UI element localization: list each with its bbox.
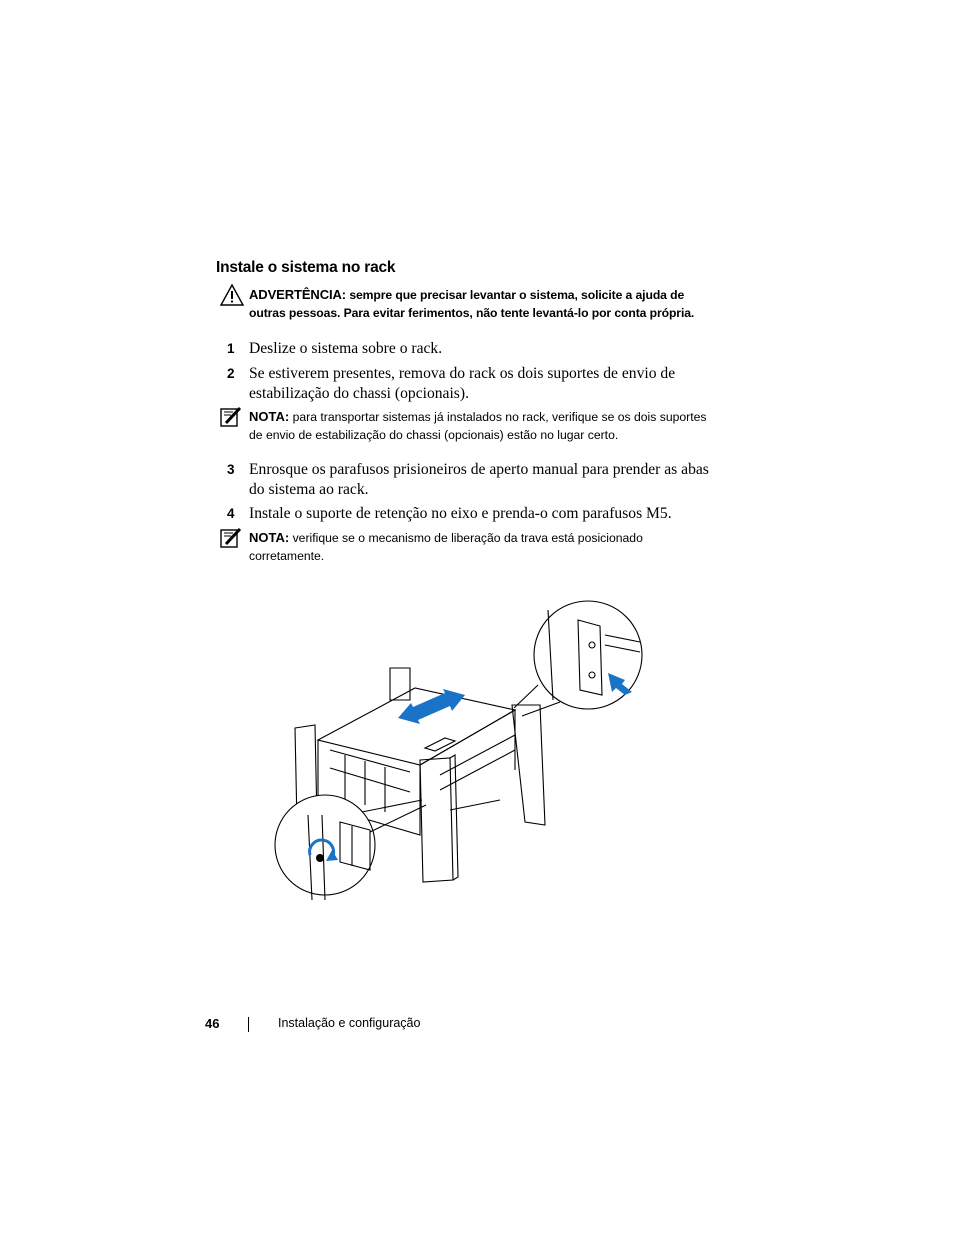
warning-message	[249, 286, 719, 322]
note-body: para transportar sistemas já instalados no rack, verifique se os dois suportes de envio de estabilização do chassi (opcionais) estão no lugar certo.	[249, 410, 707, 442]
warning-triangle-icon	[220, 284, 244, 306]
step-text: Enrosque os parafusos prisioneiros de aperto manual para prender as abas do sistema ao rack.	[249, 461, 709, 498]
step-text: Deslize o sistema sobre o rack.	[249, 340, 443, 357]
note-pencil-icon	[220, 406, 242, 428]
step-number: 4	[227, 506, 235, 521]
note-message	[249, 529, 719, 565]
page-number: 46	[205, 1016, 220, 1031]
warning-label: ADVERTÊNCIA:	[249, 287, 347, 302]
step-number: 1	[227, 341, 235, 356]
note-body: verifique se o mecanismo de liberação da trava está posicionado corretamente.	[249, 531, 643, 563]
note-pencil-icon	[220, 527, 242, 549]
step-text: Instale o suporte de retenção no eixo e prenda-o com parafusos M5.	[249, 505, 672, 522]
warning-body: sempre que precisar levantar o sistema, solicite a ajuda de outras pessoas. Para evitar ferimentos, não tente levantá-lo por conta própria.	[249, 288, 695, 320]
note-message	[249, 408, 719, 444]
footer-divider	[248, 1017, 249, 1032]
rack-installation-illustration	[270, 600, 650, 910]
note-label: NOTA:	[249, 530, 290, 545]
section-title: Instale o sistema no rack	[216, 259, 396, 276]
step-number: 2	[227, 366, 235, 381]
step-number: 3	[227, 462, 235, 477]
footer-chapter: Instalação e configuração	[278, 1016, 421, 1030]
step-text: Se estiverem presentes, remova do rack os dois suportes de envio de estabilização do chassi (opcionais).	[249, 365, 676, 402]
note-label: NOTA:	[249, 409, 290, 424]
